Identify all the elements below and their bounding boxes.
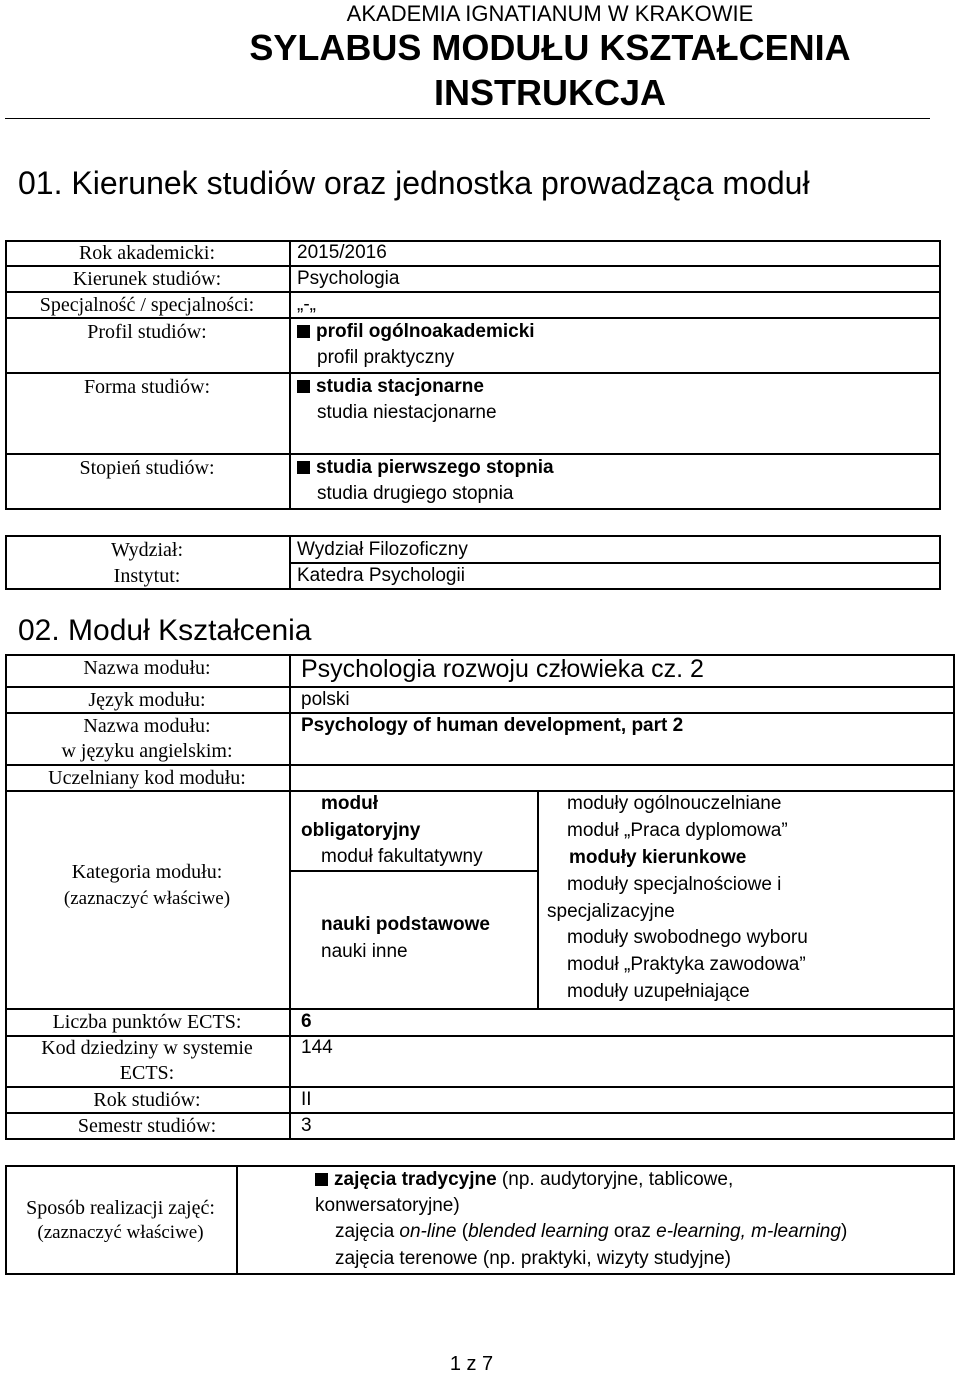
- forma-option[interactable]: studia niestacjonarne: [317, 402, 497, 423]
- instytut-label: Instytut:: [113, 565, 181, 587]
- semestr-label: Semestr studiów:: [77, 1115, 217, 1137]
- table-divider: [5, 317, 941, 319]
- document-title: SYLABUS MODUŁU KSZTAŁCENIA: [249, 27, 851, 68]
- table-divider: [5, 453, 941, 455]
- table-divider: [5, 1008, 955, 1010]
- dziedzina-label-2: ECTS:: [119, 1062, 175, 1084]
- kategoria-specjalnosciowe-cont: specjalizacyjne: [547, 901, 675, 922]
- document-subtitle: INSTRUKCJA: [433, 72, 666, 113]
- kategoria-kierunkowe[interactable]: moduły kierunkowe: [569, 847, 747, 868]
- header-rule: [5, 118, 930, 119]
- sposob-label-2: (zaznaczyć właściwe): [37, 1222, 204, 1243]
- kategoria-uzupelniajace[interactable]: moduły uzupełniające: [567, 981, 750, 1002]
- kategoria-praktyka-zawodowa[interactable]: moduł „Praktyka zawodowa”: [567, 954, 806, 975]
- institution-name: AKADEMIA IGNATIANUM W KRAKOWIE: [346, 1, 754, 26]
- nazwa-en-label-1: Nazwa modułu:: [83, 715, 211, 737]
- rok-akademicki-value: 2015/2016: [297, 242, 387, 263]
- checked-square-icon: [315, 1173, 328, 1186]
- profil-option-selected[interactable]: profil ogólnoakademicki: [297, 321, 535, 343]
- kategoria-nauki-inne[interactable]: nauki inne: [321, 941, 408, 962]
- table-divider: [289, 240, 291, 510]
- kategoria-nauki-podstawowe[interactable]: nauki podstawowe: [321, 914, 490, 935]
- kategoria-praca-dyplomowa[interactable]: moduł „Praca dyplomowa”: [567, 820, 788, 841]
- dziedzina-value: 144: [301, 1037, 333, 1058]
- table-divider: [5, 1112, 955, 1114]
- nazwa-modulu-label: Nazwa modułu:: [83, 657, 211, 679]
- nazwa-en-label-2: w języku angielskim:: [61, 740, 233, 762]
- table-divider: [5, 291, 941, 293]
- checked-square-icon: [297, 325, 310, 338]
- table-divider: [5, 265, 941, 267]
- nazwa-en-value: Psychology of human development, part 2: [301, 715, 684, 736]
- table-divider: [5, 790, 955, 792]
- wydzial-label: Wydział:: [110, 539, 184, 561]
- section-2-heading: 02. Moduł Kształcenia: [18, 614, 312, 647]
- zajecia-terenowe-option[interactable]: zajęcia terenowe (np. praktyki, wizyty studyjne): [335, 1248, 731, 1269]
- kategoria-ogolnouczelniane[interactable]: moduły ogólnouczelniane: [567, 793, 782, 814]
- kategoria-label-1: Kategoria modułu:: [71, 861, 223, 883]
- checked-square-icon: [297, 380, 310, 393]
- semestr-value: 3: [301, 1115, 312, 1136]
- kod-label: Uczelniany kod modułu:: [48, 767, 246, 789]
- profil-option[interactable]: profil praktyczny: [317, 347, 455, 368]
- rok-studiow-value: II: [301, 1089, 312, 1110]
- nazwa-modulu-value: Psychologia rozwoju człowieka cz. 2: [301, 655, 704, 683]
- rok-akademicki-label: Rok akademicki:: [78, 242, 216, 264]
- ects-value: 6: [301, 1011, 312, 1032]
- kierunek-label: Kierunek studiów:: [72, 268, 222, 290]
- profil-label: Profil studiów:: [87, 321, 207, 343]
- forma-label: Forma studiów:: [83, 376, 211, 398]
- specjalnosc-label: Specjalność / specjalności:: [39, 294, 255, 316]
- table-divider: [236, 1165, 238, 1275]
- stopien-label: Stopień studiów:: [79, 457, 215, 479]
- table-divider: [289, 562, 941, 564]
- zajecia-tradycyjne-option[interactable]: zajęcia tradycyjne (np. audytoryjne, tablicowe,: [315, 1169, 733, 1191]
- jezyk-value: polski: [301, 689, 350, 710]
- forma-option-selected[interactable]: studia stacjonarne: [297, 376, 484, 398]
- kategoria-modul-obligatoryjny[interactable]: moduł: [321, 793, 378, 814]
- page-number: 1 z 7: [449, 1353, 494, 1375]
- kategoria-swobodnego-wyboru[interactable]: moduły swobodnego wyboru: [567, 927, 808, 948]
- table-divider: [5, 686, 955, 688]
- stopien-option[interactable]: studia drugiego stopnia: [317, 483, 514, 504]
- stopien-option-selected[interactable]: studia pierwszego stopnia: [297, 457, 554, 479]
- zajecia-tradycyjne-cont: konwersatoryjne): [315, 1195, 460, 1216]
- jezyk-label: Język modułu:: [88, 689, 206, 711]
- ects-label: Liczba punktów ECTS:: [52, 1011, 242, 1033]
- checked-square-icon: [297, 461, 310, 474]
- table-divider: [5, 372, 941, 374]
- table-divider: [537, 790, 539, 1008]
- table-divider: [5, 712, 955, 714]
- instytut-value: Katedra Psychologii: [297, 565, 465, 586]
- kategoria-modul-fakultatywny[interactable]: moduł fakultatywny: [321, 846, 483, 867]
- kierunek-value: Psychologia: [297, 268, 400, 289]
- dziedzina-label-1: Kod dziedziny w systemie: [41, 1037, 253, 1059]
- kategoria-label-2: (zaznaczyć właściwe): [63, 888, 231, 909]
- kategoria-specjalnosciowe[interactable]: moduły specjalnościowe i: [567, 874, 782, 895]
- kategoria-obligatoryjny-cont: obligatoryjny: [301, 820, 421, 841]
- wydzial-value: Wydział Filozoficzny: [297, 539, 468, 560]
- table-divider: [289, 870, 537, 872]
- sposob-label-1: Sposób realizacji zajęć:: [26, 1197, 215, 1219]
- table-divider: [5, 1086, 955, 1088]
- table-divider: [289, 654, 291, 1140]
- zajecia-online-option[interactable]: zajęcia on-line (blended learning oraz e-learning, m-learning): [335, 1221, 848, 1242]
- table-divider: [5, 764, 955, 766]
- rok-studiow-label: Rok studiów:: [93, 1089, 201, 1111]
- specjalnosc-value: „-„: [297, 294, 316, 315]
- section-1-heading: 01. Kierunek studiów oraz jednostka prowadząca moduł: [18, 165, 810, 201]
